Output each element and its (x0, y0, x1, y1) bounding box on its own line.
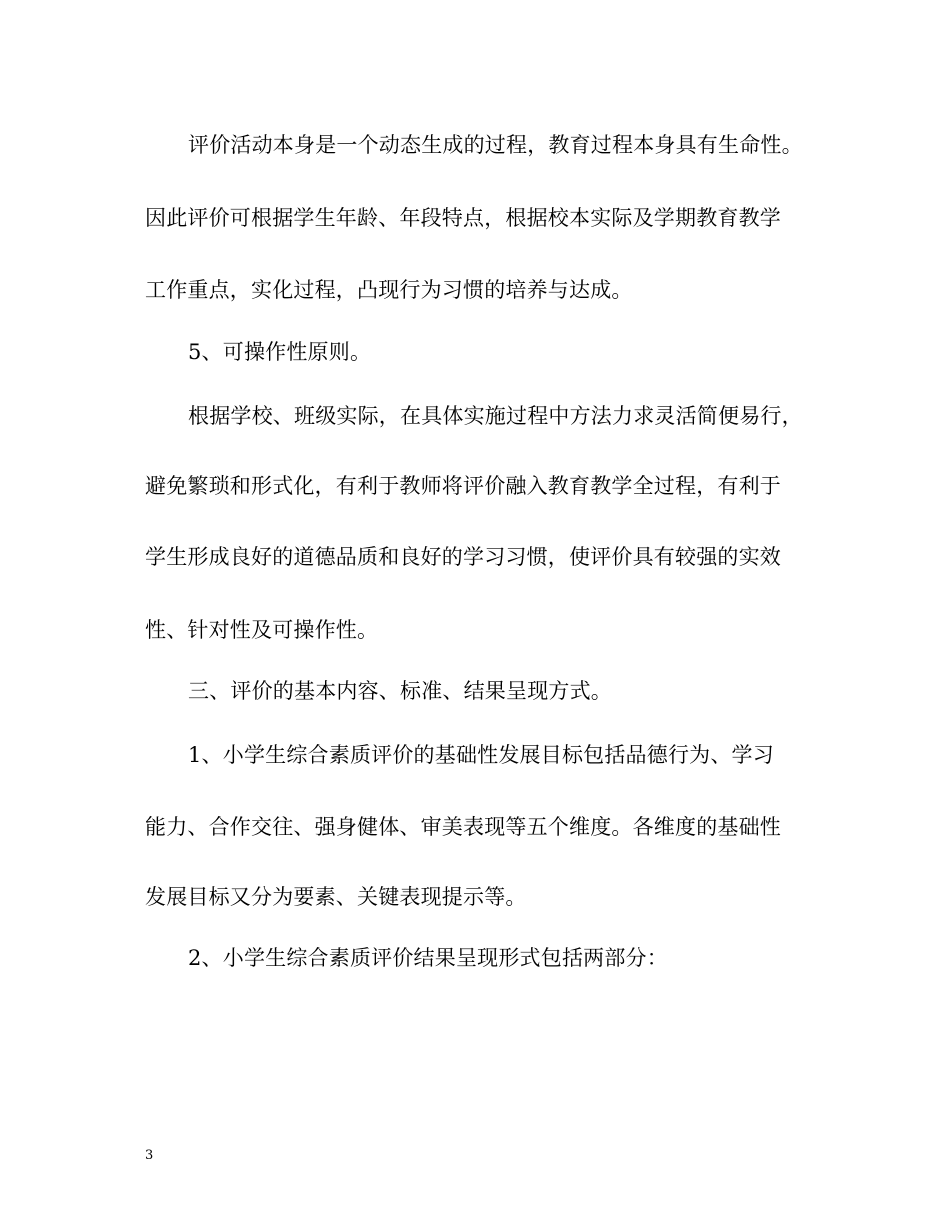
paragraph-line: 评价活动本身是一个动态生成的过程，教育过程本身具有生命性。 (188, 133, 803, 157)
paragraph-line: 能力、合作交往、强身健体、审美表现等五个维度。各维度的基础性 (145, 815, 781, 839)
section-heading: 三、评价的基本内容、标准、结果呈现方式。 (188, 679, 612, 703)
paragraph-line: 2、小学生综合素质评价结果呈现形式包括两部分： (188, 946, 668, 970)
page-number: 3 (145, 1148, 154, 1163)
paragraph-line: 发展目标又分为要素、关键表现提示等。 (145, 885, 527, 909)
paragraph-line: 根据学校、班级实际，在具体实施过程中方法力求灵活简便易行， (188, 404, 803, 428)
paragraph-line: 因此评价可根据学生年龄、年段特点，根据校本实际及学期教育教学 (145, 206, 781, 230)
paragraph-line: 学生形成良好的道德品质和良好的学习习惯，使评价具有较强的实效 (145, 545, 781, 569)
section-heading: 5、可操作性原则。 (188, 340, 372, 364)
paragraph-line: 工作重点，实化过程，凸现行为习惯的培养与达成。 (145, 278, 633, 302)
paragraph-line: 1、小学生综合素质评价的基础性发展目标包括品德行为、学习 (188, 743, 774, 767)
paragraph-line: 性、针对性及可操作性。 (145, 618, 379, 642)
paragraph-line: 避免繁琐和形式化，有利于教师将评价融入教育教学全过程，有利于 (145, 474, 781, 498)
